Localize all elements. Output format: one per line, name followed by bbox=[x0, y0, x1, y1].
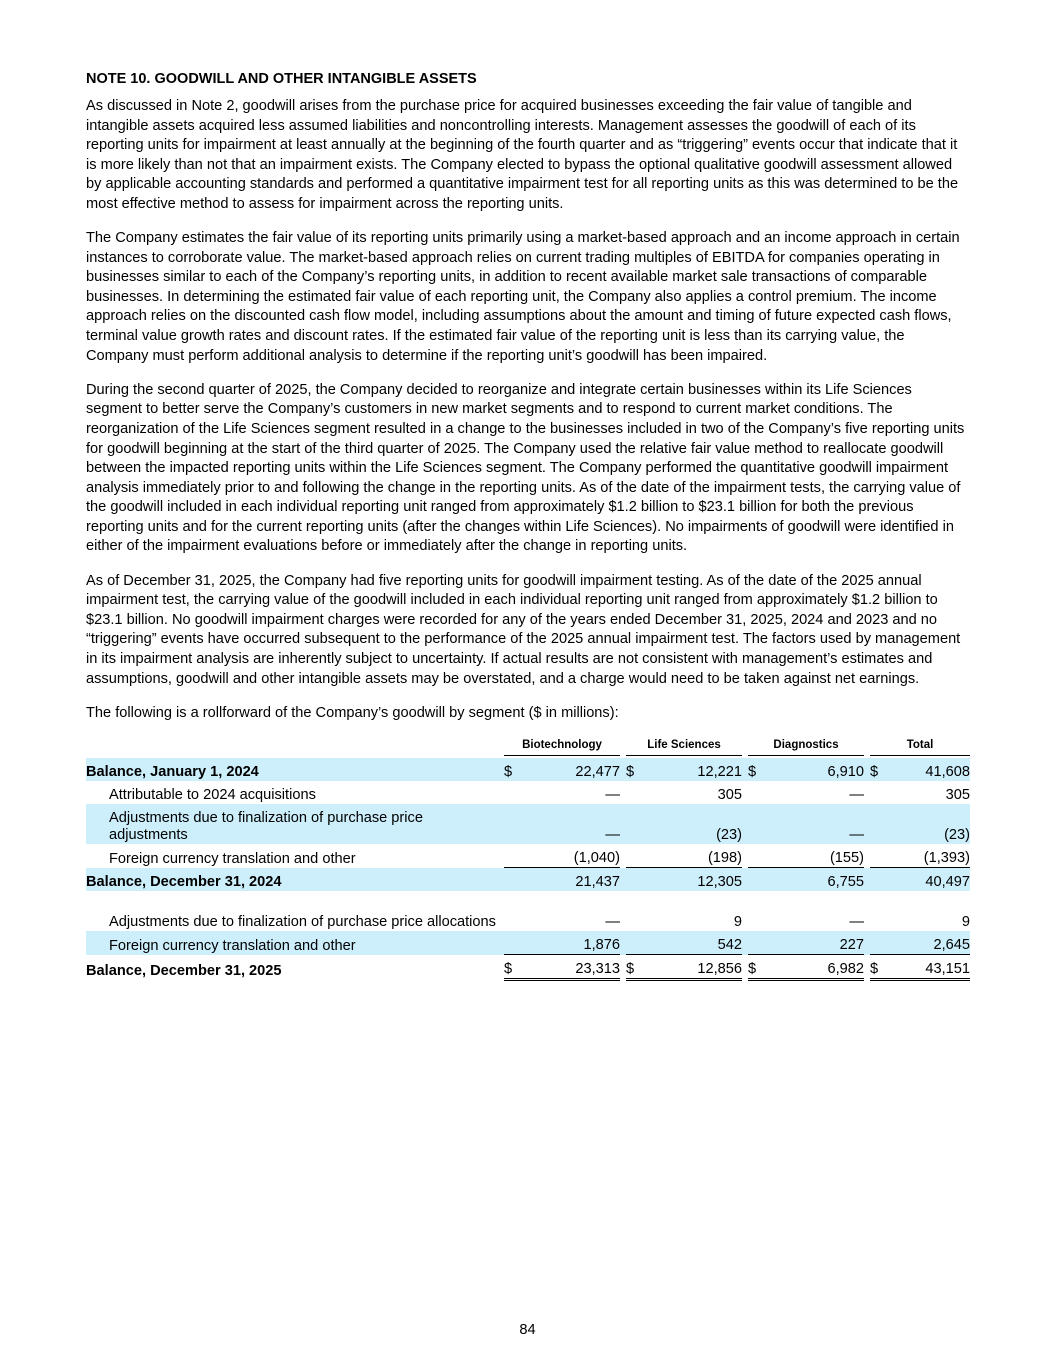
cell-value: 43,151 bbox=[886, 955, 970, 980]
cell-value: — bbox=[849, 914, 865, 931]
currency-symbol: $ bbox=[748, 955, 764, 980]
cell-value: 23,313 bbox=[520, 955, 620, 980]
table-row bbox=[86, 781, 970, 804]
paragraph-4: As of December 31, 2025, the Company had five reporting units for goodwill impairment testing. As of the date of the 2025 annual impairment test, the carrying value of the goodwill included in each individual reporting unit ranged from approximately $1.2 billion to $23.1 billion. No goodwill impairment charges were recorded for any of the years ended December 31, 2025, 2024 and 2023 and no “triggering” events have occurred subsequent to the performance of the 2025 annual impairment test. The factors used by management in its impairment analysis are inherently subject to uncertainty. If actual results are not consistent with management’s estimates and assumptions, goodwill and other intangible assets may be overstated, and a charge would need to be taken against net earnings. bbox=[86, 572, 961, 687]
row-label: Adjustments due to finalization of purchase price allocations bbox=[109, 914, 496, 931]
cell-value: 2,645 bbox=[886, 931, 970, 955]
table-header-row bbox=[86, 737, 970, 758]
cell-value: — bbox=[605, 914, 620, 931]
cell-value: (1,040) bbox=[520, 844, 620, 868]
cell-value: 40,497 bbox=[886, 868, 970, 892]
cell-value: (23) bbox=[642, 804, 742, 844]
cell-value: 41,608 bbox=[886, 758, 970, 781]
header-diagnostics: Diagnostics bbox=[748, 737, 864, 756]
cell-value: (198) bbox=[642, 844, 742, 868]
cell-value: (1,393) bbox=[886, 844, 970, 868]
currency-symbol: $ bbox=[504, 955, 520, 980]
cell-value: (23) bbox=[886, 804, 970, 844]
cell-value: 12,856 bbox=[642, 955, 742, 980]
goodwill-rollforward-table bbox=[86, 737, 970, 981]
currency-symbol: $ bbox=[626, 758, 642, 781]
cell-value: 542 bbox=[642, 931, 742, 955]
cell-value: 227 bbox=[764, 931, 864, 955]
cell-value: — bbox=[605, 787, 620, 804]
cell-value: — bbox=[849, 787, 865, 804]
row-label: Balance, December 31, 2024 bbox=[86, 868, 500, 892]
cell-value: 1,876 bbox=[520, 931, 620, 955]
table-row bbox=[86, 844, 970, 868]
paragraph-3: During the second quarter of 2025, the Company decided to reorganize and integrate certain businesses within its Life Sciences segment to better serve the Company’s customers in new market segments and to respond to current market conditions. The reorganization of the Life Sciences segment resulted in a change to the businesses included in two of the Company’s five reporting units for goodwill beginning at the start of the third quarter of 2025. The Company used the relative fair value method to reallocate goodwill between the impacted reporting units within the Life Sciences segment. The Company performed the quantitative goodwill impairment analysis immediately prior to and following the change in the reporting units. As of the date of the impairment tests, the carrying value of the goodwill included in each individual reporting unit ranged from approximately $1.2 billion to $23.1 billion for both the previous reporting units and for the current reporting units (after the changes within Life Sciences). No impairments of goodwill were identified in either of the impairment evaluations before or immediately after the change in reporting units. bbox=[86, 381, 965, 555]
cell-value: 305 bbox=[945, 787, 971, 804]
cell-value: 22,477 bbox=[520, 758, 620, 781]
cell-value: 6,910 bbox=[764, 758, 864, 781]
currency-symbol: $ bbox=[504, 758, 520, 781]
row-label: Balance, January 1, 2024 bbox=[86, 758, 500, 781]
currency-symbol: $ bbox=[870, 758, 886, 781]
cell-value: 12,221 bbox=[642, 758, 742, 781]
header-biotechnology: Biotechnology bbox=[504, 737, 620, 756]
table-row bbox=[86, 758, 970, 781]
row-label: Foreign currency translation and other bbox=[86, 931, 500, 955]
cell-value: — bbox=[764, 804, 864, 844]
cell-value: — bbox=[520, 804, 620, 844]
row-label: Balance, December 31, 2025 bbox=[86, 962, 282, 979]
rollforward-intro: The following is a rollforward of the Company’s goodwill by segment ($ in millions): bbox=[86, 704, 619, 721]
note-title: NOTE 10. GOODWILL AND OTHER INTANGIBLE ASSETS bbox=[86, 71, 477, 87]
cell-value: 9 bbox=[733, 914, 743, 931]
table-row bbox=[86, 891, 970, 931]
table-row bbox=[86, 931, 970, 955]
cell-value: 6,982 bbox=[764, 955, 864, 980]
page-number: 84 bbox=[519, 1322, 536, 1338]
header-total: Total bbox=[870, 737, 970, 756]
paragraph-1: As discussed in Note 2, goodwill arises from the purchase price for acquired businesses exceeding the fair value of tangible and intangible assets acquired less assumed liabilities and noncontrolling interests. Management assesses the goodwill of each of its reporting units for impairment at least annually at the beginning of the fourth quarter and as “triggering” events occur that indicate that it is more likely than not that an impairment exists. The Company elected to bypass the optional qualitative goodwill assessment allowed by applicable accounting standards and performed a quantitative impairment test for all reporting units as this was determined to be the most effective method to assess for impairment across the reporting units. bbox=[86, 98, 959, 212]
currency-symbol: $ bbox=[870, 955, 886, 980]
row-label: Adjustments due to finalization of purchase price adjustments bbox=[86, 804, 500, 844]
currency-symbol: $ bbox=[748, 758, 764, 781]
table-row bbox=[86, 804, 970, 844]
document-page bbox=[86, 70, 970, 981]
row-label: Attributable to 2024 acquisitions bbox=[109, 787, 316, 804]
cell-value: (155) bbox=[764, 844, 864, 868]
table-row bbox=[86, 868, 970, 892]
table-row bbox=[86, 955, 970, 980]
header-life-sciences: Life Sciences bbox=[626, 737, 742, 756]
paragraph-2: The Company estimates the fair value of its reporting units primarily using a market-based approach and an income approach in certain instances to corroborate value. The market-based approach relies on current trading multiples of EBITDA for companies operating in businesses similar to each of the Company’s reporting units, in addition to recent available market sale transactions of comparable businesses. In determining the estimated fair value of each reporting unit, the Company also applies a control premium. The income approach relies on the discounted cash flow model, including assumptions about the amount and timing of future expected cash flows, terminal value growth rates and discount rates. If the estimated fair value of the reporting unit is less than its carrying value, the Company must perform additional analysis to determine if the reporting unit’s goodwill has been impaired. bbox=[86, 230, 960, 364]
cell-value: 305 bbox=[717, 787, 743, 804]
currency-symbol: $ bbox=[626, 955, 642, 980]
cell-value: 9 bbox=[961, 914, 971, 931]
row-label: Foreign currency translation and other bbox=[109, 850, 356, 867]
cell-value: 12,305 bbox=[642, 868, 742, 892]
cell-value: 6,755 bbox=[764, 868, 864, 892]
cell-value: 21,437 bbox=[520, 868, 620, 892]
